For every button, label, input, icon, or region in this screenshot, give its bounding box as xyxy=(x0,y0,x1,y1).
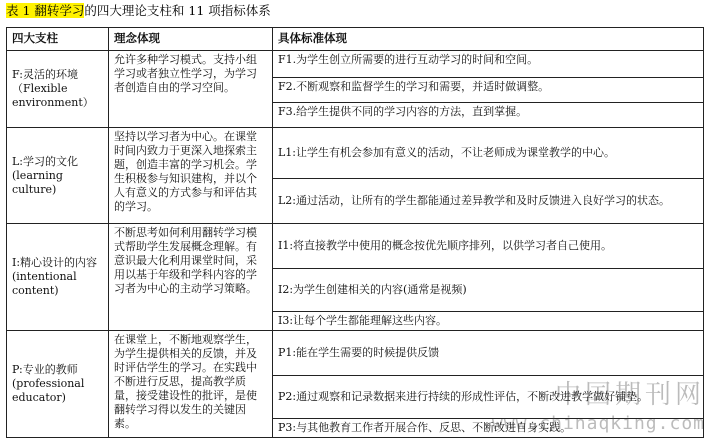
header-standards: 具体标准体现 xyxy=(273,28,704,51)
pillar-label-en: (learning culture) xyxy=(12,168,63,196)
indicator-i1: I1:将直接教学中使用的概念按优先顺序排列，以供学习者自己使用。 xyxy=(273,224,704,269)
pillar-label-cn: L:学习的文化 xyxy=(12,154,79,168)
watermark-cn: 中国期刊网 xyxy=(554,380,705,410)
pillar-learning-culture xyxy=(7,128,109,224)
pillar-label-en: (intentional content) xyxy=(12,270,77,297)
pillar-label-cn: I:精心设计的内容 xyxy=(12,256,98,269)
indicator-p2: P2:通过观察和记录数据来进行持续的形成性评估，不断改进教学做好铺垫。 xyxy=(273,376,704,419)
indicator-l1: L1:让学生有机会参加有意义的活动，不让老师成为课堂教学的中心。 xyxy=(273,128,704,179)
concept-intentional-content: 不断思考如何利用翻转学习模式帮助学生发展概念理解。有意识最大化利用课堂时间，采用以基于年级和学科内容的学习者为中心的主动学习策略。 xyxy=(109,224,273,331)
theory-indicator-table xyxy=(6,27,704,438)
watermark-url: www.chinaqking.com xyxy=(491,413,705,434)
indicator-i3: I3:让每个学生都能理解这些内容。 xyxy=(273,312,704,331)
indicator-f2: F2.不断观察和监督学生的学习和需要，并适时做调整。 xyxy=(273,78,704,103)
indicator-l2: L2:通过活动，让所有的学生都能通过差异教学和及时反馈进入良好学习的状态。 xyxy=(273,179,704,224)
header-concept: 理念体现 xyxy=(109,28,273,51)
indicator-i2: I2:为学生创建相关的内容(通常是视频) xyxy=(273,269,704,312)
concept-professional-educator: 在课堂上，不断地观察学生，为学生提供相关的反馈，并及时评估学生的学习。在实践中不断进行反思，提高教学质量，接受建设性的批评，是使翻转学习得以发生的关键因素。 xyxy=(109,331,273,438)
pillar-label-en: (professional educator) xyxy=(12,377,85,404)
caption-text: 的四大理论支柱和 11 项指标体系 xyxy=(84,3,271,18)
table-header-row xyxy=(7,28,704,51)
header-pillars: 四大支柱 xyxy=(7,28,109,51)
indicator-p1: P1:能在学生需要的时候提供反馈 xyxy=(273,331,704,376)
concept-learning-culture: 坚持以学习者为中心。在课堂时间内致力于更深入地探索主题，创造丰富的学习机会。学生积极参与知识建构，并以个人有意义的方式参与和评估其的学习。 xyxy=(109,128,273,224)
pillar-professional-educator xyxy=(7,331,109,438)
pillar-label-cn: P:专业的教师 xyxy=(12,363,78,376)
caption-highlight: 表 1 翻转学习 xyxy=(6,3,85,18)
concept-flexible-environment: 允许多种学习模式。支持小组学习或者独立性学习，为学习者创造自由的学习空间。 xyxy=(109,51,273,128)
table-row xyxy=(7,224,704,269)
pillar-label-cn: F:灵活的环境 xyxy=(12,68,78,81)
pillar-intentional-content xyxy=(7,224,109,331)
indicator-p3: P3:与其他教育工作者开展合作、反思、不断改进自身实践。 xyxy=(273,419,704,438)
pillar-flexible-environment xyxy=(7,51,109,128)
table-row xyxy=(7,128,704,179)
indicator-f1: F1.为学生创立所需要的进行互动学习的时间和空间。 xyxy=(273,51,704,78)
indicator-f3: F3.给学生提供不同的学习内容的方法，直到掌握。 xyxy=(273,103,704,128)
pillar-label-en: （Flexible environment） xyxy=(12,82,94,109)
table-row xyxy=(7,331,704,376)
table-row xyxy=(7,51,704,78)
table-caption xyxy=(6,3,271,19)
